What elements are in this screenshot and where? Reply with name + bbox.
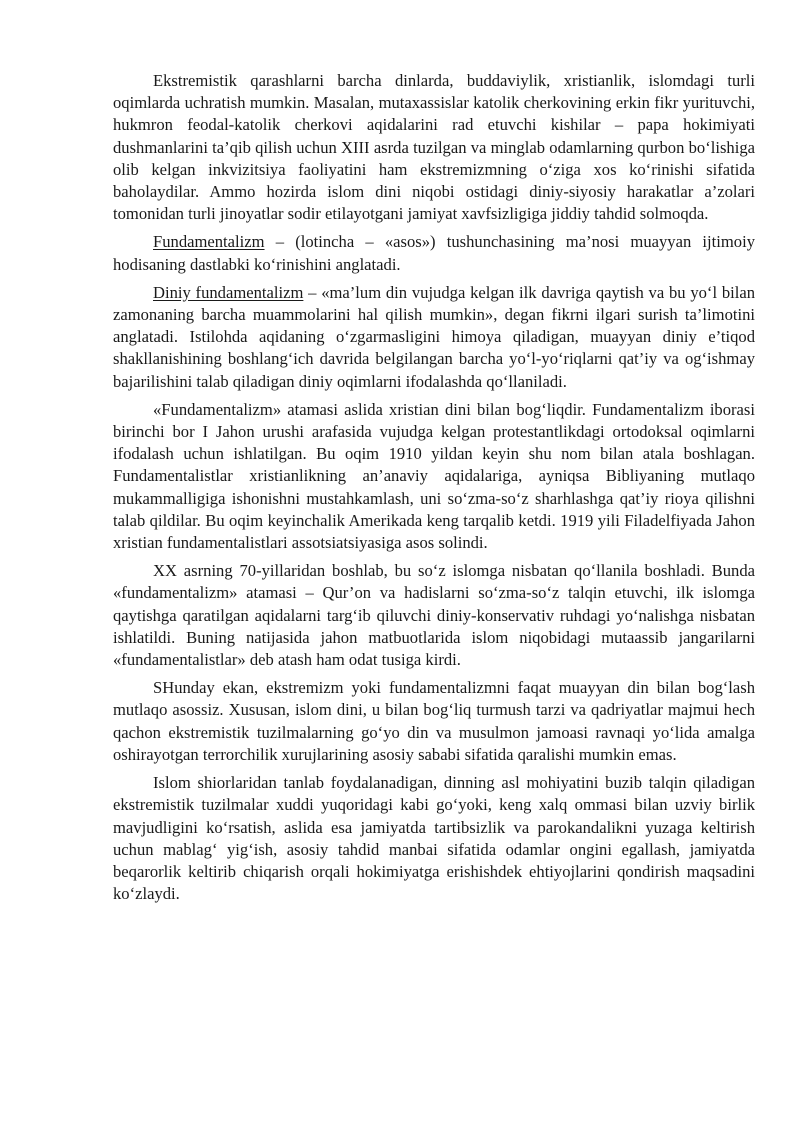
paragraph-extremist-structures bbox=[113, 772, 755, 905]
paragraph-extremism-intro bbox=[113, 70, 755, 225]
paragraph-religious-fundamentalism bbox=[113, 282, 755, 393]
paragraph-text: Ekstremistik qarashlarni barcha dinlarda, buddaviylik, xristianlik, islomdagi turli oqimlarda uchratish mumkin. Masalan, mutaxassislar katolik cherkovining erkin fikr yurituvchi, hukmron feodal-katolik cherkovi aqidalarini rad etuvchi kishilar – papa hokimiyati dushmanlarini ta’qib qilish uchun XIII asrda tuzilgan va minglab odamlarning qurbon bo‘lishiga olib kelgan inkvizitsiya faoliyatini ham ekstremizmning o‘ziga xos ko‘rinishi sifatida baholaydilar. Ammo hozirda islom dini niqobi ostidagi diniy-siyosiy harakatlar a’zolari tomonidan turli jinoyatlar sodir etilayotgani jamiyat xavfsizligiga jiddiy tahdid solmoqda. bbox=[113, 71, 755, 224]
paragraph-text: Islom shiorlaridan tanlab foydalanadigan, dinning asl mohiyatini buzib talqin qiladigan ekstremistik tuzilmalar xuddi yuqoridagi kabi go‘yoki, keng xalq ommasi bilan uzviy birlik mavjudligini ko‘rsatish, aslida esa jamiyatda tartibsizlik va parokandalikni yuzaga keltirish uchun mablag‘ yig‘ish, asosiy tahdid manbai sifatida odamlar ongini egallash, jamiyatda beqarorlik keltirib chiqarish orqali hokimiyatga erishishdek ehtiyojlarini qondirish maqsadini ko‘zlaydi. bbox=[113, 773, 755, 904]
paragraph-text: «Fundamentalizm» atamasi aslida xristian dini bilan bog‘liqdir. Fundamentalizm iborasi birinchi bor I Jahon urushi arafasida vujudga kelgan protestantlikdagi ortodoksal oqimlarni ifodalash uchun ishlatilgan. Bu oqim 1910 yildan keyin shu nom bilan atala boshlagan. Fundamentalistlar xristianlikning an’anaviy aqidalariga, ayniqsa Bibliyaning mutlaqo mukammalligiga ishonishni mustahkamlash, uni so‘zma-so‘z sharhlashga qat’iy rioya qilishni talab qildilar. Bu oqim keyinchalik Amerikada keng tarqalib ketdi. 1919 yili Filadelfiyada Jahon xristian fundamentalistlari assotsiatsiyasiga asos solindi. bbox=[113, 399, 755, 553]
paragraph-islam-usage bbox=[113, 560, 755, 671]
paragraph-text: SHunday ekan, ekstremizm yoki fundamentalizmni faqat muayyan din bilan bog‘lash mutlaqo asossiz. Xususan, islom dini, u bilan bog‘liq turmush tarzi va qadriyatlar majmui hech qachon ekstremistik tuzilmalarning go‘yo din va musulmon jamoasi ravnaqi yo‘lida amalga oshirayotgan terrorchilik xurujlarining asosiy sababi sifatida qaralishi mumkin emas. bbox=[113, 678, 755, 764]
term-religious-fundamentalism: Diniy fundamentalizm bbox=[153, 282, 304, 302]
paragraph-text: – «ma’lum din vujudga kelgan ilk davriga qaytish va bu yo‘l bilan zamonaning barcha muammolarini hal qilish mumkin», degan fikrni ilgari surish ta’limotini anglatadi. Istilohda aqidaning o‘zgarmasligini himoya qiladigan, muayyan diniy e’tiqod shakllanishining boshlang‘ich davrida belgilangan barcha yo‘l-yo‘riqlarni qat’iy va og‘ishmay bajarilishini talab qiladigan diniy oqimlarni ifodalashda qo‘llaniladi. bbox=[113, 282, 756, 391]
paragraph-christian-origin bbox=[113, 399, 755, 554]
paragraph-text: XX asrning 70-yillaridan boshlab, bu so‘z islomga nisbatan qo‘llanila boshladi. Bunda «fundamentalizm» atamasi – Qur’on va hadislarni so‘zma-so‘z talqin etuvchi, ilk islomga qaytishga qaratilgan aqidalarni targ‘ib qiluvchi diniy-konservativ ruhdagi yo‘nalishga nisbatan ishlatildi. Buning natijasida jahon matbuotlarida islom niqobidagi mutaassib jangarilarni «fundamentalistlar» deb atash ham odat tusiga kirdi. bbox=[113, 561, 755, 670]
paragraph-fundamentalism-definition bbox=[113, 231, 755, 275]
term-fundamentalism: Fundamentalizm bbox=[153, 232, 265, 252]
document-page bbox=[113, 70, 755, 905]
paragraph-not-tied-to-religion bbox=[113, 677, 755, 766]
paragraph-text: – (lotincha – «asos») tushunchasining ma’nosi muayyan ijtimoiy hodisaning dastlabki ko‘rinishini anglatadi. bbox=[113, 232, 755, 274]
